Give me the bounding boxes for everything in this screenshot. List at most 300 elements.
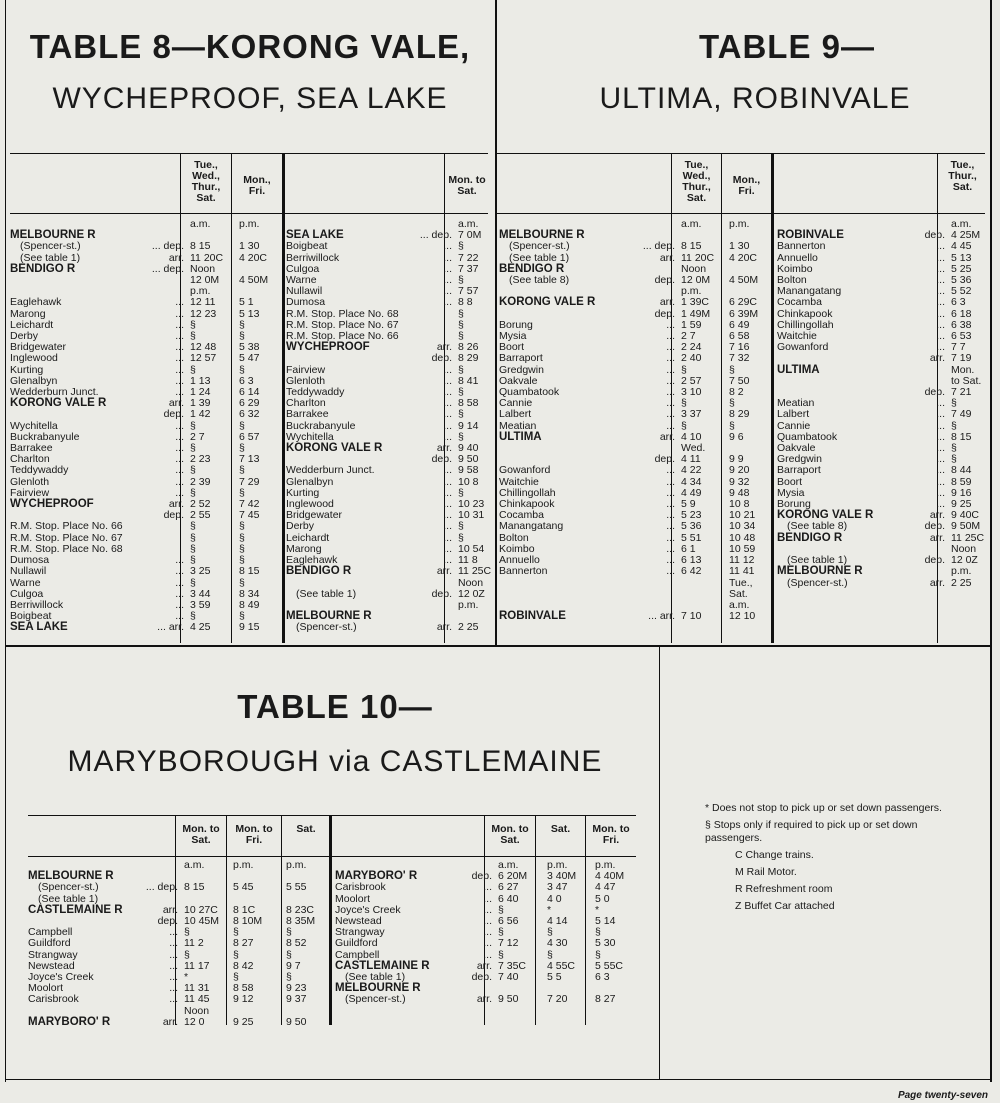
time-cell: § bbox=[951, 419, 957, 432]
station-name: (See table 8) bbox=[509, 274, 570, 287]
station-name: Wedderburn Junct. bbox=[10, 386, 99, 399]
station-name: Cocamba bbox=[777, 296, 822, 309]
timetable-row bbox=[8, 297, 286, 308]
station-note: arr. bbox=[168, 251, 184, 264]
station-name: Inglewood bbox=[10, 352, 58, 365]
station-name: R.M. Stop. Place No. 67 bbox=[10, 531, 123, 544]
station-name: Fairview bbox=[10, 486, 50, 499]
time-cell: 6 3 bbox=[595, 971, 610, 984]
time-cell: 4 20C bbox=[239, 251, 268, 264]
station-note: ... dep. bbox=[419, 229, 452, 242]
time-cell: 7 40 bbox=[498, 971, 519, 984]
time-cell: § bbox=[458, 531, 464, 544]
time-cell: p.m. bbox=[729, 218, 750, 230]
station-note: arr. bbox=[168, 397, 184, 410]
station-name bbox=[497, 443, 631, 454]
time-cell: 7 21 bbox=[951, 386, 972, 399]
time-cell: 5 45 bbox=[233, 881, 254, 894]
time-cell: 3 37 bbox=[681, 408, 702, 421]
station-note: ... bbox=[666, 509, 675, 522]
timetable-row bbox=[775, 409, 995, 420]
station-note: ... bbox=[936, 486, 945, 499]
time-cell: § bbox=[190, 318, 196, 331]
station-note: ... bbox=[936, 274, 945, 287]
station-note: arr. bbox=[168, 498, 184, 511]
time-cell: Noon bbox=[190, 262, 216, 275]
timetable-row bbox=[8, 241, 286, 252]
time-cell: 5 55 bbox=[286, 881, 307, 894]
station-name: Bridgewater bbox=[286, 509, 343, 522]
station-note: ... bbox=[175, 363, 184, 376]
station-note: ... bbox=[443, 509, 452, 522]
time-cell: § bbox=[458, 520, 464, 533]
timetable-row bbox=[26, 938, 332, 949]
time-cell: 7 0M bbox=[458, 229, 482, 242]
time-cell: 6 40 bbox=[498, 892, 519, 905]
time-cell: 5 0 bbox=[595, 892, 610, 905]
station-note: ... bbox=[666, 542, 675, 555]
station-note: ... bbox=[666, 475, 675, 488]
station-name: Glenloth bbox=[10, 475, 50, 488]
station-note: ... bbox=[175, 464, 184, 477]
time-cell: 8 29 bbox=[729, 408, 750, 421]
station-note: ... bbox=[169, 959, 178, 972]
time-cell: 7 7 bbox=[951, 341, 966, 354]
time-cell: 12 0Z bbox=[458, 587, 485, 600]
note-z: Z Buffet Car attached bbox=[735, 900, 835, 912]
time-cell: a.m. bbox=[498, 859, 519, 871]
time-cell: 7 49 bbox=[951, 408, 972, 421]
station-note: arr. bbox=[162, 903, 178, 916]
time-cell: 8 1C bbox=[233, 903, 256, 916]
note-r: R Refreshment room bbox=[735, 883, 833, 895]
time-cell: 2 23 bbox=[190, 453, 211, 466]
time-cell: 6 13 bbox=[681, 554, 702, 567]
station-note: ... bbox=[175, 453, 184, 466]
time-cell: 6 38 bbox=[951, 318, 972, 331]
timetable-row bbox=[8, 409, 286, 420]
timetable-row bbox=[284, 566, 500, 577]
time-cell: 11 17 bbox=[184, 959, 210, 972]
time-cell: § bbox=[498, 948, 504, 961]
time-cell: § bbox=[595, 948, 601, 961]
time-cell: 4 0 bbox=[547, 892, 562, 905]
time-cell: 8 15 bbox=[190, 240, 211, 253]
timetable-row bbox=[8, 275, 286, 286]
timetable-row bbox=[775, 353, 995, 364]
station-note: ... bbox=[175, 341, 184, 354]
time-cell: 7 50 bbox=[729, 374, 750, 387]
station-note bbox=[631, 219, 677, 230]
time-cell: § bbox=[239, 464, 245, 477]
note-section: § Stops only if required to pick up or set down passengers. bbox=[705, 819, 918, 844]
station-name: Buckrabanyule bbox=[10, 430, 80, 443]
time-cell: § bbox=[190, 610, 196, 623]
t10-col-header-2: Mon. to Fri. bbox=[235, 823, 273, 846]
station-note: ... bbox=[175, 296, 184, 309]
station-name: Warne bbox=[10, 576, 41, 589]
station-note: arr. bbox=[436, 565, 452, 578]
time-cell: 10 31 bbox=[458, 509, 485, 522]
time-cell: 7 29 bbox=[239, 475, 260, 488]
time-cell: § bbox=[458, 274, 464, 287]
time-cell: 11 25C bbox=[458, 565, 492, 578]
station-note: ... bbox=[175, 554, 184, 567]
table8-title-line2: WYCHEPROOF, SEA LAKE bbox=[52, 82, 448, 115]
station-name: Gowanford bbox=[777, 341, 829, 354]
timetable-row bbox=[497, 353, 775, 364]
time-cell: 6 49 bbox=[729, 318, 750, 331]
time-cell: 4 50M bbox=[729, 274, 759, 287]
time-cell: § bbox=[286, 926, 292, 939]
station-name: Bolton bbox=[777, 274, 807, 287]
divider bbox=[5, 1079, 991, 1080]
time-cell: § bbox=[458, 363, 464, 376]
station-note: ... bbox=[175, 587, 184, 600]
station-note: dep. bbox=[924, 229, 945, 242]
station-name: Annuello bbox=[499, 554, 540, 567]
t10-left-table bbox=[26, 860, 332, 1028]
station-name: Barrakee bbox=[286, 408, 329, 421]
station-name: Barrakee bbox=[10, 442, 53, 455]
timetable-row bbox=[333, 882, 641, 893]
station-name: (Spencer-st.) bbox=[38, 881, 99, 894]
station-name: Derby bbox=[10, 330, 39, 343]
time-cell: 2 40 bbox=[681, 352, 702, 365]
time-cell: 8 27 bbox=[595, 993, 616, 1006]
station-note: ... bbox=[666, 498, 675, 511]
station-name: Borung bbox=[499, 318, 533, 331]
station-note: ... bbox=[175, 475, 184, 488]
time-cell: Noon bbox=[184, 1004, 210, 1017]
time-cell: § bbox=[681, 419, 687, 432]
t9-col-header-3: Tue., Thur., Sat. bbox=[948, 159, 977, 193]
station-note: ... bbox=[443, 296, 452, 309]
time-cell: 6 3 bbox=[951, 296, 966, 309]
station-name: (See table 8) bbox=[787, 520, 848, 533]
station-note bbox=[408, 600, 454, 611]
station-note: ... bbox=[666, 419, 675, 432]
time-cell: 4 34 bbox=[681, 475, 702, 488]
station-name: Boort bbox=[499, 341, 525, 354]
station-note: arr. bbox=[659, 251, 675, 264]
time-cell: 10 21 bbox=[729, 509, 756, 522]
station-note: ... bbox=[443, 262, 452, 275]
station-note bbox=[631, 589, 677, 600]
table10-title-line1: TABLE 10— bbox=[237, 688, 433, 725]
station-name: MELBOURNE R bbox=[10, 229, 96, 242]
timetable-row bbox=[775, 521, 995, 532]
time-cell: § bbox=[184, 948, 190, 961]
time-cell: 12 23 bbox=[190, 307, 217, 320]
station-name: ROBINVALE bbox=[499, 610, 566, 623]
time-cell: 8 34 bbox=[239, 587, 260, 600]
station-note: arr. bbox=[436, 442, 452, 455]
station-note: ... bbox=[666, 531, 675, 544]
station-name: Boort bbox=[777, 475, 803, 488]
station-name: CASTLEMAINE R bbox=[335, 959, 430, 972]
time-cell: § bbox=[458, 408, 464, 421]
t9-col-header-2: Mon., Fri. bbox=[732, 174, 761, 197]
time-cell: 8 52 bbox=[286, 937, 307, 950]
time-cell: 2 52 bbox=[190, 498, 211, 511]
time-cell: p.m. bbox=[951, 565, 972, 578]
station-name: (See table 1) bbox=[509, 251, 570, 264]
time-cell: 4 10 bbox=[681, 430, 702, 443]
time-cell: § bbox=[239, 419, 245, 432]
time-cell: 2 25 bbox=[458, 621, 479, 634]
station-note: ... bbox=[443, 408, 452, 421]
time-cell: § bbox=[458, 318, 464, 331]
time-cell: § bbox=[190, 520, 196, 533]
station-name bbox=[775, 353, 889, 364]
time-cell: 9 37 bbox=[286, 993, 307, 1006]
station-name: (Spencer-st.) bbox=[787, 576, 848, 589]
station-note: ... bbox=[936, 330, 945, 343]
station-name: WYCHEPROOF bbox=[286, 341, 370, 354]
t10-col-header-5: Sat. bbox=[550, 823, 571, 835]
station-note: ... bbox=[483, 892, 492, 905]
station-note bbox=[142, 521, 186, 532]
station-name: MELBOURNE R bbox=[499, 229, 585, 242]
station-note: arr. bbox=[162, 1015, 178, 1028]
station-name: Moolort bbox=[28, 982, 64, 995]
station-note: ... bbox=[175, 386, 184, 399]
timetable-row bbox=[497, 409, 775, 420]
station-note: ... bbox=[666, 397, 675, 410]
station-name: Barraport bbox=[499, 352, 543, 365]
station-note bbox=[408, 309, 454, 320]
time-cell: 6 53 bbox=[951, 330, 972, 343]
station-note: ... bbox=[483, 903, 492, 916]
time-cell: p.m. bbox=[286, 859, 307, 871]
station-note: ... bbox=[936, 285, 945, 298]
station-note: ... bbox=[483, 881, 492, 894]
time-cell: 5 51 bbox=[681, 531, 702, 544]
time-cell: 2 39 bbox=[190, 475, 211, 488]
time-cell: 4 25M bbox=[951, 229, 981, 242]
station-name: Teddywaddy bbox=[286, 386, 345, 399]
station-note: dep. bbox=[654, 453, 675, 466]
station-name: Newstead bbox=[28, 959, 75, 972]
time-cell: Sat. bbox=[729, 587, 748, 600]
time-cell: § bbox=[286, 971, 292, 984]
station-name: Joyce's Creek bbox=[335, 903, 401, 916]
time-cell: a.m. bbox=[729, 598, 750, 611]
time-cell: § bbox=[190, 464, 196, 477]
station-note: ... bbox=[443, 386, 452, 399]
station-name: Cocamba bbox=[499, 509, 544, 522]
legend-notes bbox=[705, 802, 975, 917]
time-cell: 8 59 bbox=[951, 475, 972, 488]
station-name: ULTIMA bbox=[499, 430, 542, 443]
time-cell: 1 24 bbox=[190, 386, 211, 399]
station-name: Borung bbox=[777, 498, 811, 511]
time-cell: p.m. bbox=[458, 598, 479, 611]
station-name: BENDIGO R bbox=[499, 262, 565, 275]
station-name: Mysia bbox=[499, 330, 527, 343]
time-cell: § bbox=[681, 363, 687, 376]
table10-title-line2: MARYBOROUGH via CASTLEMAINE bbox=[67, 745, 603, 778]
station-note: ... bbox=[666, 352, 675, 365]
station-name: Oakvale bbox=[777, 442, 816, 455]
timetable-row bbox=[333, 994, 641, 1005]
time-cell: § bbox=[547, 926, 553, 939]
station-note: ... bbox=[666, 408, 675, 421]
station-note: ... bbox=[443, 274, 452, 287]
note-asterisk: * Does not stop to pick up or set down passengers. bbox=[705, 802, 942, 814]
time-cell: 1 42 bbox=[190, 408, 211, 421]
timetable-row bbox=[497, 241, 775, 252]
station-name: Lalbert bbox=[499, 408, 532, 421]
station-name: Boigbeat bbox=[10, 610, 52, 623]
time-cell: 5 52 bbox=[951, 285, 972, 298]
time-cell: 7 20 bbox=[547, 993, 568, 1006]
station-note: ... bbox=[175, 318, 184, 331]
station-name: Nullawil bbox=[10, 565, 47, 578]
t9-col-header-1: Tue., Wed., Thur., Sat. bbox=[682, 159, 711, 204]
station-name: Barraport bbox=[777, 464, 821, 477]
time-cell: 9 12 bbox=[233, 993, 254, 1006]
station-name: Mysia bbox=[777, 486, 805, 499]
time-cell: 5 13 bbox=[239, 307, 260, 320]
time-cell: 9 15 bbox=[239, 621, 260, 634]
time-cell: § bbox=[729, 419, 735, 432]
station-name: Charlton bbox=[286, 397, 326, 410]
time-cell: 8 23C bbox=[286, 903, 315, 916]
station-name: Moolort bbox=[335, 892, 371, 905]
station-name: Berriwillock bbox=[286, 251, 340, 264]
time-cell: 5 36 bbox=[951, 274, 972, 287]
t8-left-table bbox=[8, 219, 286, 634]
station-note: ... bbox=[175, 330, 184, 343]
timetable-row bbox=[26, 994, 332, 1005]
time-cell: p.m. bbox=[681, 285, 702, 298]
station-name: R.M. Stop. Place No. 68 bbox=[10, 542, 123, 555]
time-cell: 8 15 bbox=[951, 430, 972, 443]
time-cell: 4 25 bbox=[190, 621, 211, 634]
station-name: KORONG VALE R bbox=[499, 296, 596, 309]
station-name: Cannie bbox=[499, 397, 533, 410]
station-note: ... bbox=[443, 531, 452, 544]
time-cell: a.m. bbox=[184, 859, 205, 871]
station-note bbox=[408, 320, 454, 331]
time-cell: 3 47 bbox=[547, 881, 568, 894]
timetable-row bbox=[497, 465, 775, 476]
station-note: ... bbox=[175, 486, 184, 499]
time-cell: 4 22 bbox=[681, 464, 702, 477]
time-cell: § bbox=[190, 554, 196, 567]
station-note: ... bbox=[666, 330, 675, 343]
timetable-row bbox=[8, 622, 286, 633]
station-name: Chinkapook bbox=[499, 498, 555, 511]
station-name: MARYBORO' R bbox=[28, 1015, 111, 1028]
station-note: ... bbox=[443, 419, 452, 432]
t8-col-header-1: Tue., Wed., Thur., Sat. bbox=[191, 159, 221, 204]
station-name: (Spencer-st.) bbox=[20, 240, 81, 253]
station-name bbox=[284, 353, 408, 364]
time-cell: 4 11 bbox=[681, 453, 701, 466]
time-cell: a.m. bbox=[458, 218, 479, 230]
time-cell: 6 1 bbox=[681, 542, 696, 555]
station-note: ... arr. bbox=[157, 621, 184, 634]
time-cell: 1 30 bbox=[239, 240, 260, 253]
station-note bbox=[889, 365, 947, 376]
time-cell: § bbox=[458, 430, 464, 443]
time-cell: 6 18 bbox=[951, 307, 972, 320]
table9-title-line1: TABLE 9— bbox=[698, 28, 875, 65]
station-name: (Spencer-st.) bbox=[345, 993, 406, 1006]
t8-col-header-3: Mon. to Sat. bbox=[448, 174, 486, 197]
time-cell: Noon bbox=[951, 542, 977, 555]
time-cell: 9 25 bbox=[951, 498, 972, 511]
time-cell: § bbox=[951, 397, 957, 410]
station-name: MELBOURNE R bbox=[335, 982, 421, 995]
time-cell: 5 47 bbox=[239, 352, 260, 365]
station-name: Glenloth bbox=[286, 374, 326, 387]
time-cell: 11 12 bbox=[729, 554, 755, 567]
station-note: ... bbox=[936, 307, 945, 320]
t10-col-header-6: Mon. to Fri. bbox=[592, 823, 630, 846]
station-note: ... bbox=[936, 408, 945, 421]
time-cell: 10 59 bbox=[729, 542, 756, 555]
station-note: ... dep. bbox=[145, 881, 178, 894]
time-cell: 7 35C bbox=[498, 959, 527, 972]
station-note: arr. bbox=[929, 531, 945, 544]
time-cell: 8 15 bbox=[681, 240, 702, 253]
time-cell: § bbox=[190, 442, 196, 455]
time-cell: * bbox=[595, 903, 600, 916]
time-cell: 9 23 bbox=[286, 982, 307, 995]
timetable-row bbox=[497, 611, 775, 622]
time-cell: 11 8 bbox=[458, 554, 478, 567]
time-cell: 9 50 bbox=[458, 453, 479, 466]
station-name: Wedderburn Junct. bbox=[286, 464, 375, 477]
time-cell bbox=[677, 589, 725, 600]
station-note: ... bbox=[666, 565, 675, 578]
station-note: ... bbox=[175, 576, 184, 589]
timetable-row bbox=[775, 578, 995, 589]
station-name: Kurting bbox=[286, 486, 320, 499]
station-note: ... bbox=[175, 419, 184, 432]
station-name: Cannie bbox=[777, 419, 811, 432]
station-note: ... bbox=[175, 565, 184, 578]
station-note: ... bbox=[169, 926, 178, 939]
station-note: ... bbox=[666, 374, 675, 387]
station-name: (See table 1) bbox=[20, 251, 81, 264]
timetable-row bbox=[284, 409, 500, 420]
time-cell: 5 25 bbox=[951, 262, 972, 275]
time-cell: 1 59 bbox=[681, 318, 702, 331]
time-cell: 7 45 bbox=[239, 509, 260, 522]
station-name: Strangway bbox=[335, 926, 385, 939]
t10-col-header-1: Mon. to Sat. bbox=[182, 823, 220, 846]
time-cell: 5 36 bbox=[681, 520, 702, 533]
station-name: Manangatang bbox=[777, 285, 842, 298]
timetable-row bbox=[284, 353, 500, 364]
t8-col-header-2: Mon., Fri. bbox=[243, 174, 271, 197]
time-cell: 10 45M bbox=[184, 915, 220, 928]
station-name: KORONG VALE R bbox=[10, 397, 107, 410]
time-cell: 11 25C bbox=[951, 531, 985, 544]
time-cell: 5 30 bbox=[595, 937, 616, 950]
station-name: Gredgwin bbox=[777, 453, 822, 466]
station-note bbox=[889, 566, 947, 577]
time-cell: 7 19 bbox=[951, 352, 972, 365]
time-cell: 5 9 bbox=[681, 498, 696, 511]
station-name: R.M. Stop. Place No. 66 bbox=[286, 330, 399, 343]
time-cell: 9 48 bbox=[729, 486, 750, 499]
